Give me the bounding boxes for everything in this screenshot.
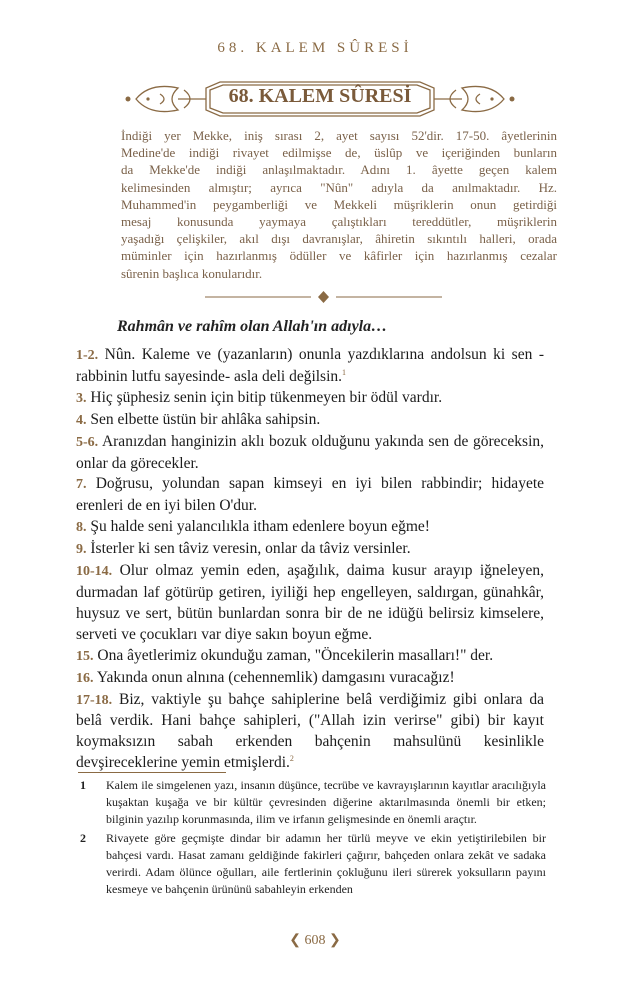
diamond-ornament-icon [318,291,329,303]
basmala: Rahmân ve rahîm olan Allah'ın adıyla… [117,318,388,335]
surah-introduction [121,127,557,282]
footnote-number: 1 [80,778,86,792]
verse-number: 9. [76,542,87,558]
intro-line: da Mekke'de indiği anlaşılmaktadır. Adını 1. âyette geçen kalem [121,162,557,178]
verse [76,646,544,668]
verse-text: Nûn. Kaleme ve (yazanların) onunla yazdıklarına andolsun ki sen -rabbinin lutfu sayesinde- asla deli değilsin. [76,346,544,385]
intro-line: müminler için hazırlanmış ödüller ve kâfirler için hazırlanmış cezalar [121,248,557,264]
surah-title-banner [120,74,520,124]
verse-text: Yakında onun alnına (cehennemlik) damgasını vuracağız! [96,668,455,686]
intro-line: İndiği yer Mekke, iniş sırası 2, ayet sayısı 52'dir. 17-50. âyetlerinin [121,128,557,143]
verse [76,668,544,690]
intro-line: Muhammed'in peygamberliği ve Mekkeli müşriklerin onun getirdiği [121,196,557,212]
page-ornament-left-icon: ❮ [289,933,301,948]
page-number-text: 608 [304,933,326,948]
footnotes [76,777,546,901]
footnote-number: 2 [80,831,86,846]
verse [76,539,544,561]
page-number [0,932,630,949]
verse-number: 7. [76,477,87,493]
verse-text: Aranızdan hanginizin aklı bozuk olduğunu yakında sen de göreceksin, onlar da görecekler. [76,432,544,472]
running-head: 68. KALEM SÛRESİ [217,40,413,56]
verse [76,690,544,775]
verse-text: Şu halde seni yalancılıkla itham edenlere boyun eğme! [90,518,430,536]
verse-number: 15. [76,648,94,664]
verse-number: 1-2. [76,348,99,363]
verse-text: Sen elbette üstün bir ahlâka sahipsin. [90,410,321,428]
footnote-rule [78,772,226,773]
intro-line: kelimesinden almıştır; ayrıca "Nûn" adıyla da anılmaktadır. Hz. [121,179,557,195]
page-ornament-right-icon: ❯ [329,933,341,948]
verse [76,474,544,517]
verse-text: Doğrusu, yolundan sapan kimseyi en iyi bilen rabbindir; hidayete erenleri de en iyi bilen O'dur. [76,475,545,515]
verse [76,410,544,432]
verse-text: İsterler ki sen tâviz veresin, onlar da tâviz versinler. [90,540,411,558]
intro-line: mesaj konusunda yaymaya çalıştıkları tereddütler, müşriklerin [121,214,557,230]
footnote [76,777,546,827]
verse-number: 4. [76,412,87,428]
verse-number: 3. [76,390,87,406]
verse-number: 16. [76,670,94,686]
verse [76,517,544,539]
intro-line: Medine'de indiği rivayet edilmişse de, üslûp ve içeriğinden bunların [121,145,557,161]
footnote-text: Rivayete göre geçmişte dindar bir adamın her türlü meyve ve ekin yetiştirilebilen bir bahçesi vardı. Hasat zamanı geldiğinde fakirleri çağırır, bahçeden onlara zekât ve sadaka verirdi. Adam ölünce oğulları, aile fertlerinin çokluğunu ileri sürerek yoksulların payını kesmeye ve bahçenin ürününü sabahleyin erkenden [106,831,546,896]
footnote-text: Kalem ile simgelenen yazı, insanın düşünce, tecrübe ve kavrayışlarının kayıtlar aracılığıyla kuşaktan kuşağa ve bir kültür çevresinden diğerine aktarılmasında önemli bir etken; bilginin yazılıp korunmasında, ilim ve irfanın gelişmesinde en önemli araçtır. [106,778,546,826]
verse [76,432,544,475]
intro-line: sûrenin başlıca konularıdır. [121,265,263,281]
footnote-reference[interactable]: 2 [289,754,294,764]
verse-text: Biz, vaktiyle şu bahçe sahiplerine belâ verdiğimiz gibi onlara da belâ verdik. Hani bahçe sahipleri, ("Allah izin verirse" gibi) bir kayıt koymaksızın sabah erkenden bahçenin mahsulünü kesinlikle devşireceklerine yemin etmişlerdi. [76,690,545,772]
surah-title: 68. KALEM SÛRESİ [228,85,412,107]
verse [76,388,544,410]
verse [76,345,544,388]
verse-list [76,345,544,774]
verse-number: 8. [76,520,87,536]
verse-text: Olur olmaz yemin eden, aşağılık, daima kusur arayıp iğneleyen, durmadan laf götürüp getiren, iyiliği hep engelleyen, saldırgan, günahkâr, huysuz ve sert, bütün bunlardan sonra bir de ne idüğü belirsiz kimselere, serveti ve çocukları var diye sakın boyun eğme. [76,562,545,643]
verse-text: Hiç şüphesiz senin için bitip tükenmeyen bir ödül vardır. [90,388,443,406]
verse [76,561,544,646]
footnote-reference[interactable]: 1 [342,367,347,377]
footnote [76,830,546,897]
intro-line: yaşadığı çelişkiler, akıl dışı davranışlar, âhiretin sıkıntılı halleri, orada [121,231,557,247]
verse-number: 17-18. [76,692,113,708]
verse-number: 10-14. [76,564,113,580]
verse-text: Ona âyetlerimiz okunduğu zaman, "Öncekilerin masalları!" der. [97,646,494,664]
section-divider [205,290,442,304]
verse-number: 5-6. [76,434,99,450]
